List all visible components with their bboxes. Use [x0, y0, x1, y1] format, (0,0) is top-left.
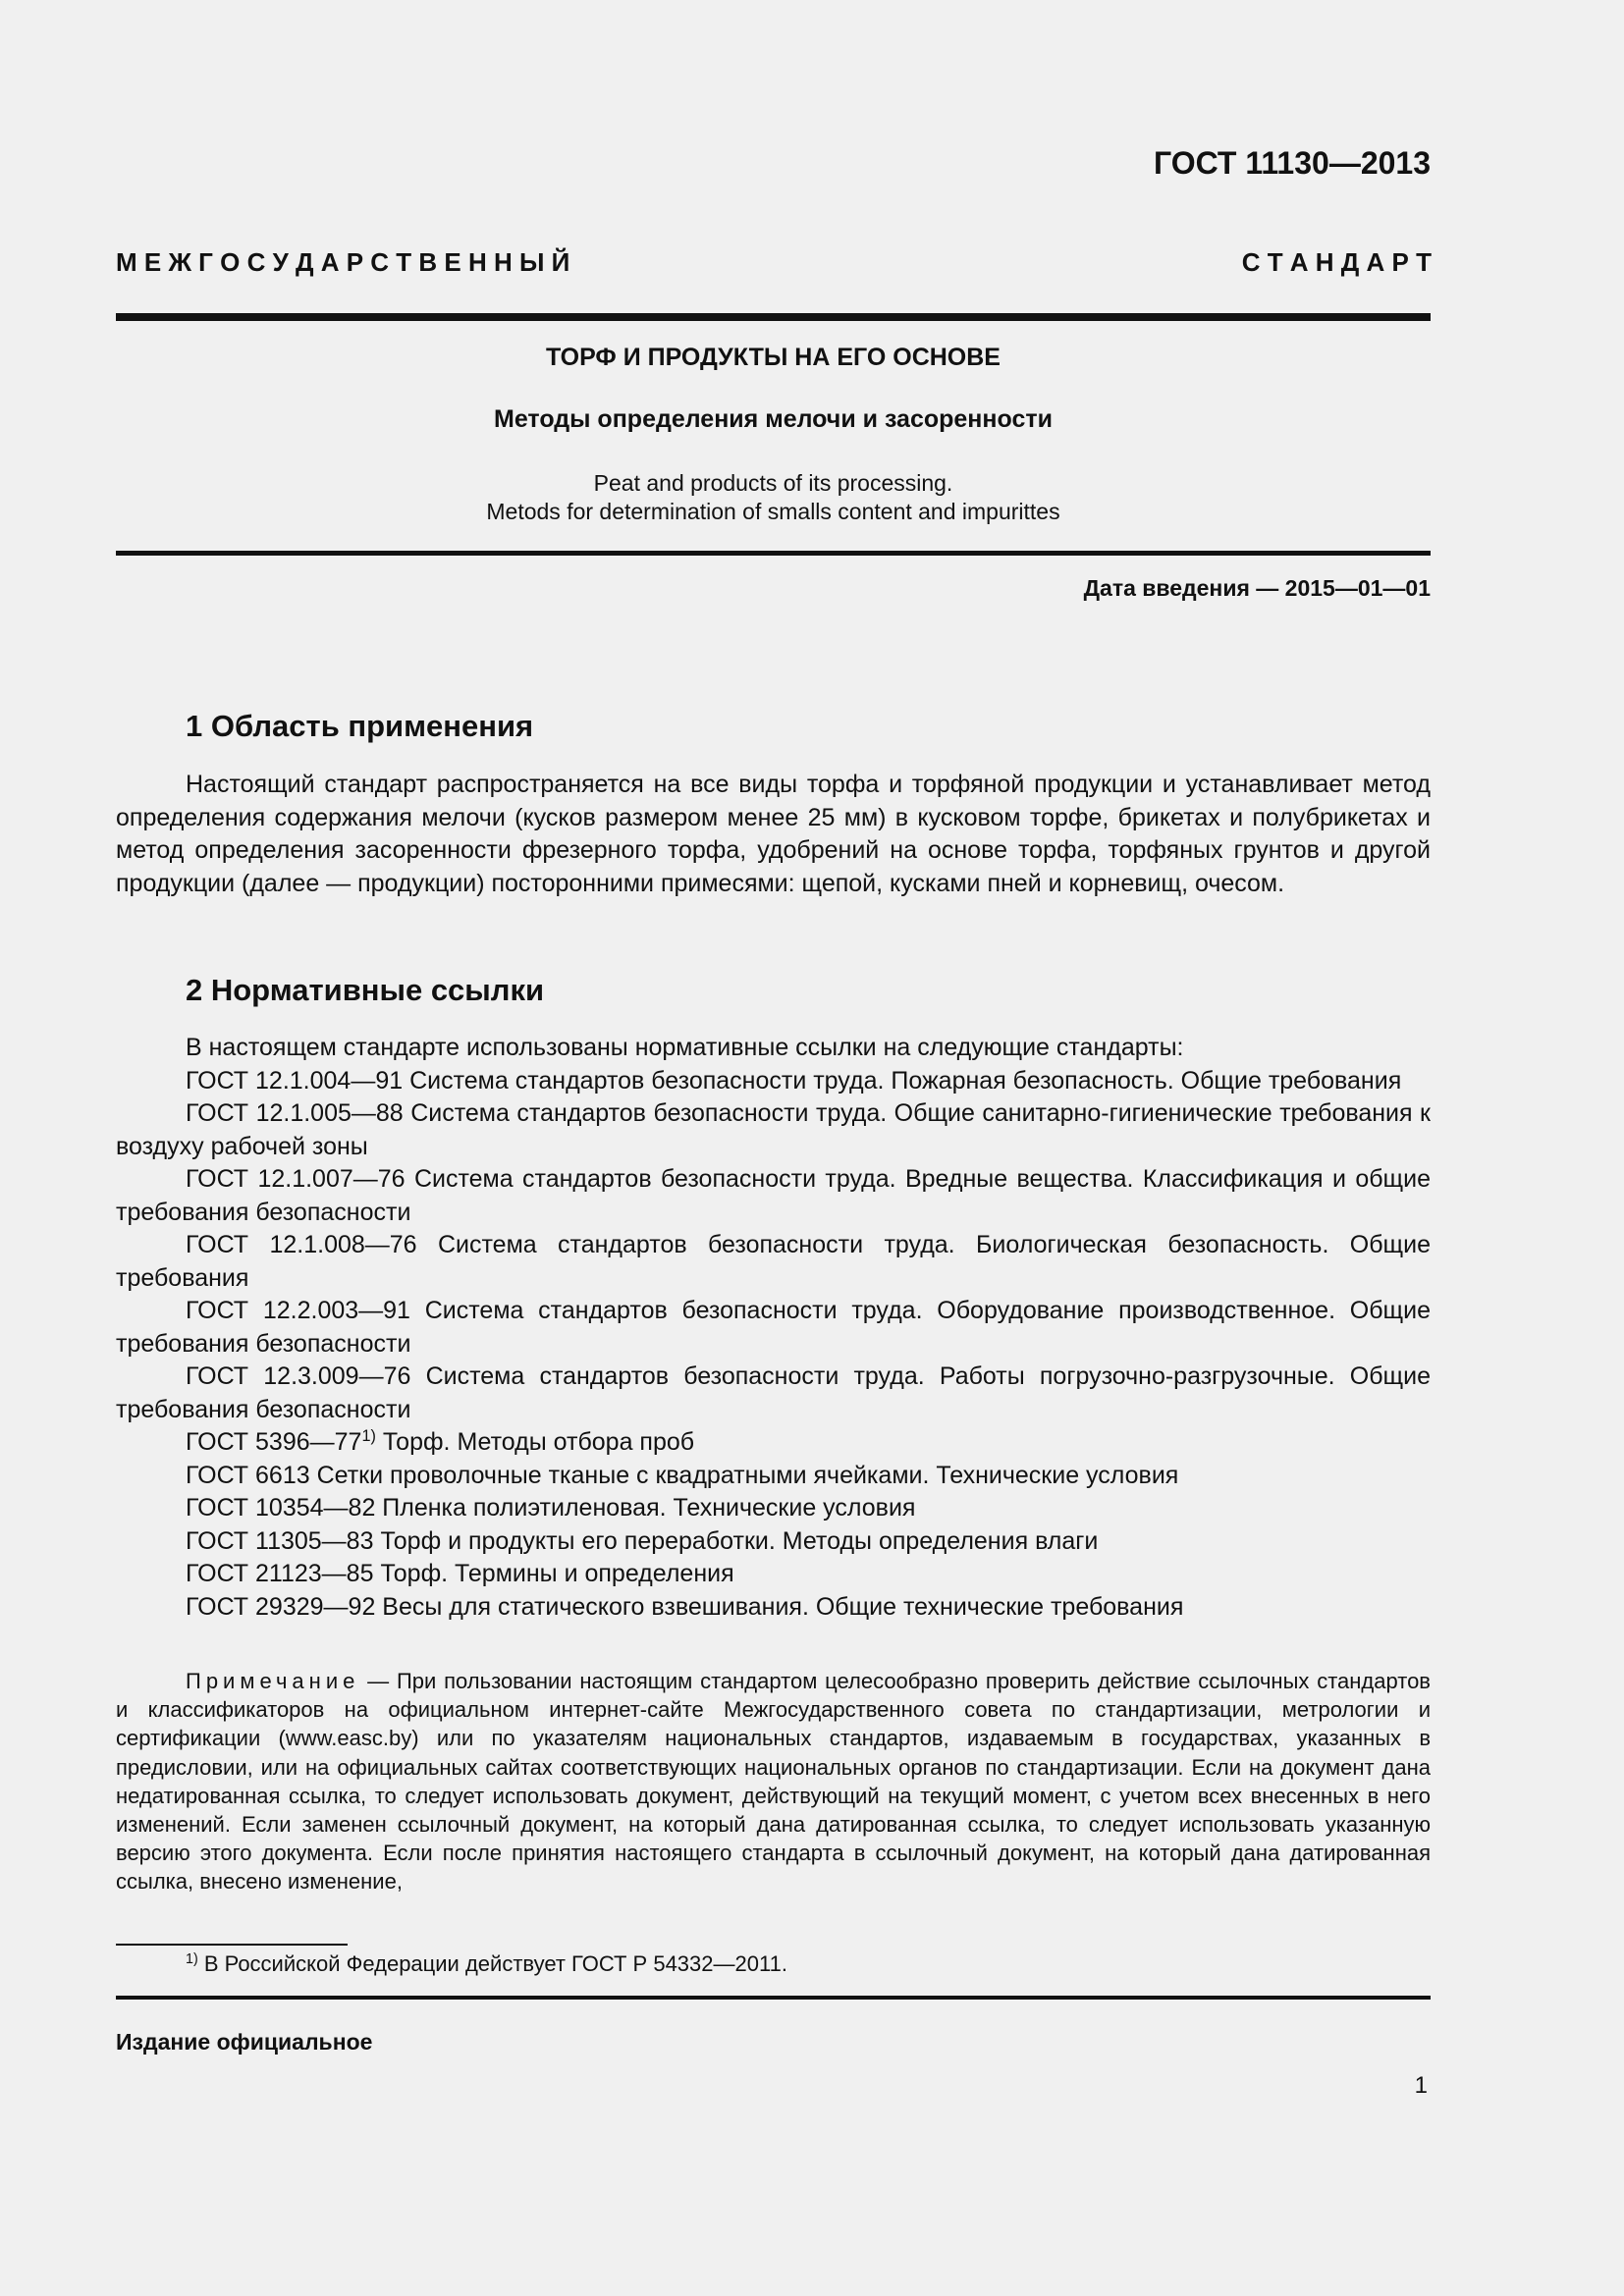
interstate-standard-banner [116, 247, 1432, 278]
reference-item: ГОСТ 11305—83 Торф и продукты его переработки. Методы определения влаги [186, 1526, 1099, 1555]
footnote [186, 1951, 787, 1977]
reference-item: ГОСТ 12.1.007—76 Система стандартов безопасности труда. Вредные вещества. Классификация и общие требования безопасности [116, 1165, 1431, 1226]
footnote-text: В Российской Федерации действует ГОСТ Р 54332—2011. [197, 1951, 787, 1976]
references-intro: В настоящем стандарте использованы нормативные ссылки на следующие стандарты: [186, 1034, 1184, 1061]
note-label: Примечание [186, 1669, 360, 1693]
reference-item: ГОСТ 10354—82 Пленка полиэтиленовая. Технические условия [186, 1494, 916, 1522]
reference-item: ГОСТ 12.3.009—76 Система стандартов безопасности труда. Работы погрузочно-разгрузочные. Общие требования безопасности [116, 1362, 1431, 1423]
title-bottom-rule [116, 551, 1431, 556]
footer-rule [116, 1996, 1431, 2000]
reference-item [116, 1426, 1431, 1460]
note-text: — При пользовании настоящим стандартом целесообразно проверить действие ссылочных стандартов и классификаторов на официальном интернет-сайте Межгосударственного совета по стандартизации, метрологии и сертификации (www.easc.by) или по указателям национальных стандартов, издаваемым в государствах, указанных в предисловии, или на официальных сайтах соответствующих национальных органов по стандартизации. Если на документ дана недатированная ссылка, то следует использовать документ, действующий на текущий момент, с учетом всех внесенных в него изменений. Если заменен ссылочный документ, на который дана датированная ссылка, то следует использовать указанную версию этого документа. Если после принятия настоящего стандарта в ссылочный документ, на который дана датированная ссылка, внесено изменение, [116, 1669, 1431, 1895]
reference-item: ГОСТ 29329—92 Весы для статического взвешивания. Общие технические требования [186, 1592, 1184, 1621]
section-body-normative-references [116, 1032, 1431, 1624]
reference-item: ГОСТ 21123—85 Торф. Термины и определения [186, 1560, 734, 1587]
top-rule [116, 313, 1431, 321]
title-english-line-2: Metods for determination of smalls content and impurittes [486, 499, 1060, 524]
standard-word: С Т А Н Д А Р Т [1241, 247, 1432, 277]
reference-item: ГОСТ 12.1.004—91 Система стандартов безопасности труда. Пожарная безопасность. Общие требования [186, 1066, 1402, 1095]
page-number: 1 [1414, 2072, 1428, 2099]
title-english-line-1: Peat and products of its processing. [593, 470, 953, 496]
footnote-marker: 1) [186, 1951, 198, 1968]
interstate-word: М Е Ж Г О С У Д А Р С Т В Е Н Н Ы Й [116, 247, 570, 277]
introduction-date: Дата введения — 2015—01—01 [1083, 575, 1431, 601]
reference-item: ГОСТ 12.1.008—76 Система стандартов безопасности труда. Биологическая безопасность. Общие требования [116, 1231, 1431, 1292]
official-edition-label: Издание официальное [116, 2029, 373, 2055]
reference-code: ГОСТ 5396—77 [186, 1428, 362, 1456]
reference-item: ГОСТ 6613 Сетки проволочные тканые с квадратными ячейками. Технические условия [186, 1461, 1179, 1489]
document-number: ГОСТ 11130—2013 [1154, 145, 1431, 181]
reference-item: ГОСТ 12.1.005—88 Система стандартов безопасности труда. Общие санитарно-гигиенические требования к воздуху рабочей зоны [116, 1099, 1431, 1160]
paragraph: Настоящий стандарт распространяется на все виды торфа и торфяной продукции и устанавливает метод определения содержания мелочи (кусков размером менее 25 мм) в кусковом торфе, брикетах и полубрикетах и метод определения засоренности фрезерного торфа, удобрений на основе торфа, торфяных грунтов и другой продукции (далее — продукции) посторонними примесями: щепой, кусками пней и корневищ, очесом. [116, 771, 1431, 897]
title-russian: ТОРФ И ПРОДУКТЫ НА ЕГО ОСНОВЕ [545, 344, 1001, 371]
section-body-scope [116, 769, 1431, 900]
note [116, 1667, 1431, 1896]
section-heading-normative-references: 2 Нормативные ссылки [186, 973, 545, 1007]
reference-item: ГОСТ 12.2.003—91 Система стандартов безопасности труда. Оборудование производственное. Общие требования безопасности [116, 1297, 1431, 1358]
section-heading-scope: 1 Область применения [186, 709, 534, 743]
footnote-separator [116, 1944, 348, 1946]
title-english [116, 469, 1431, 526]
subtitle-russian: Методы определения мелочи и засоренности [494, 405, 1053, 433]
reference-title: Торф. Методы отбора проб [375, 1428, 695, 1456]
footnote-marker: 1) [361, 1427, 376, 1446]
